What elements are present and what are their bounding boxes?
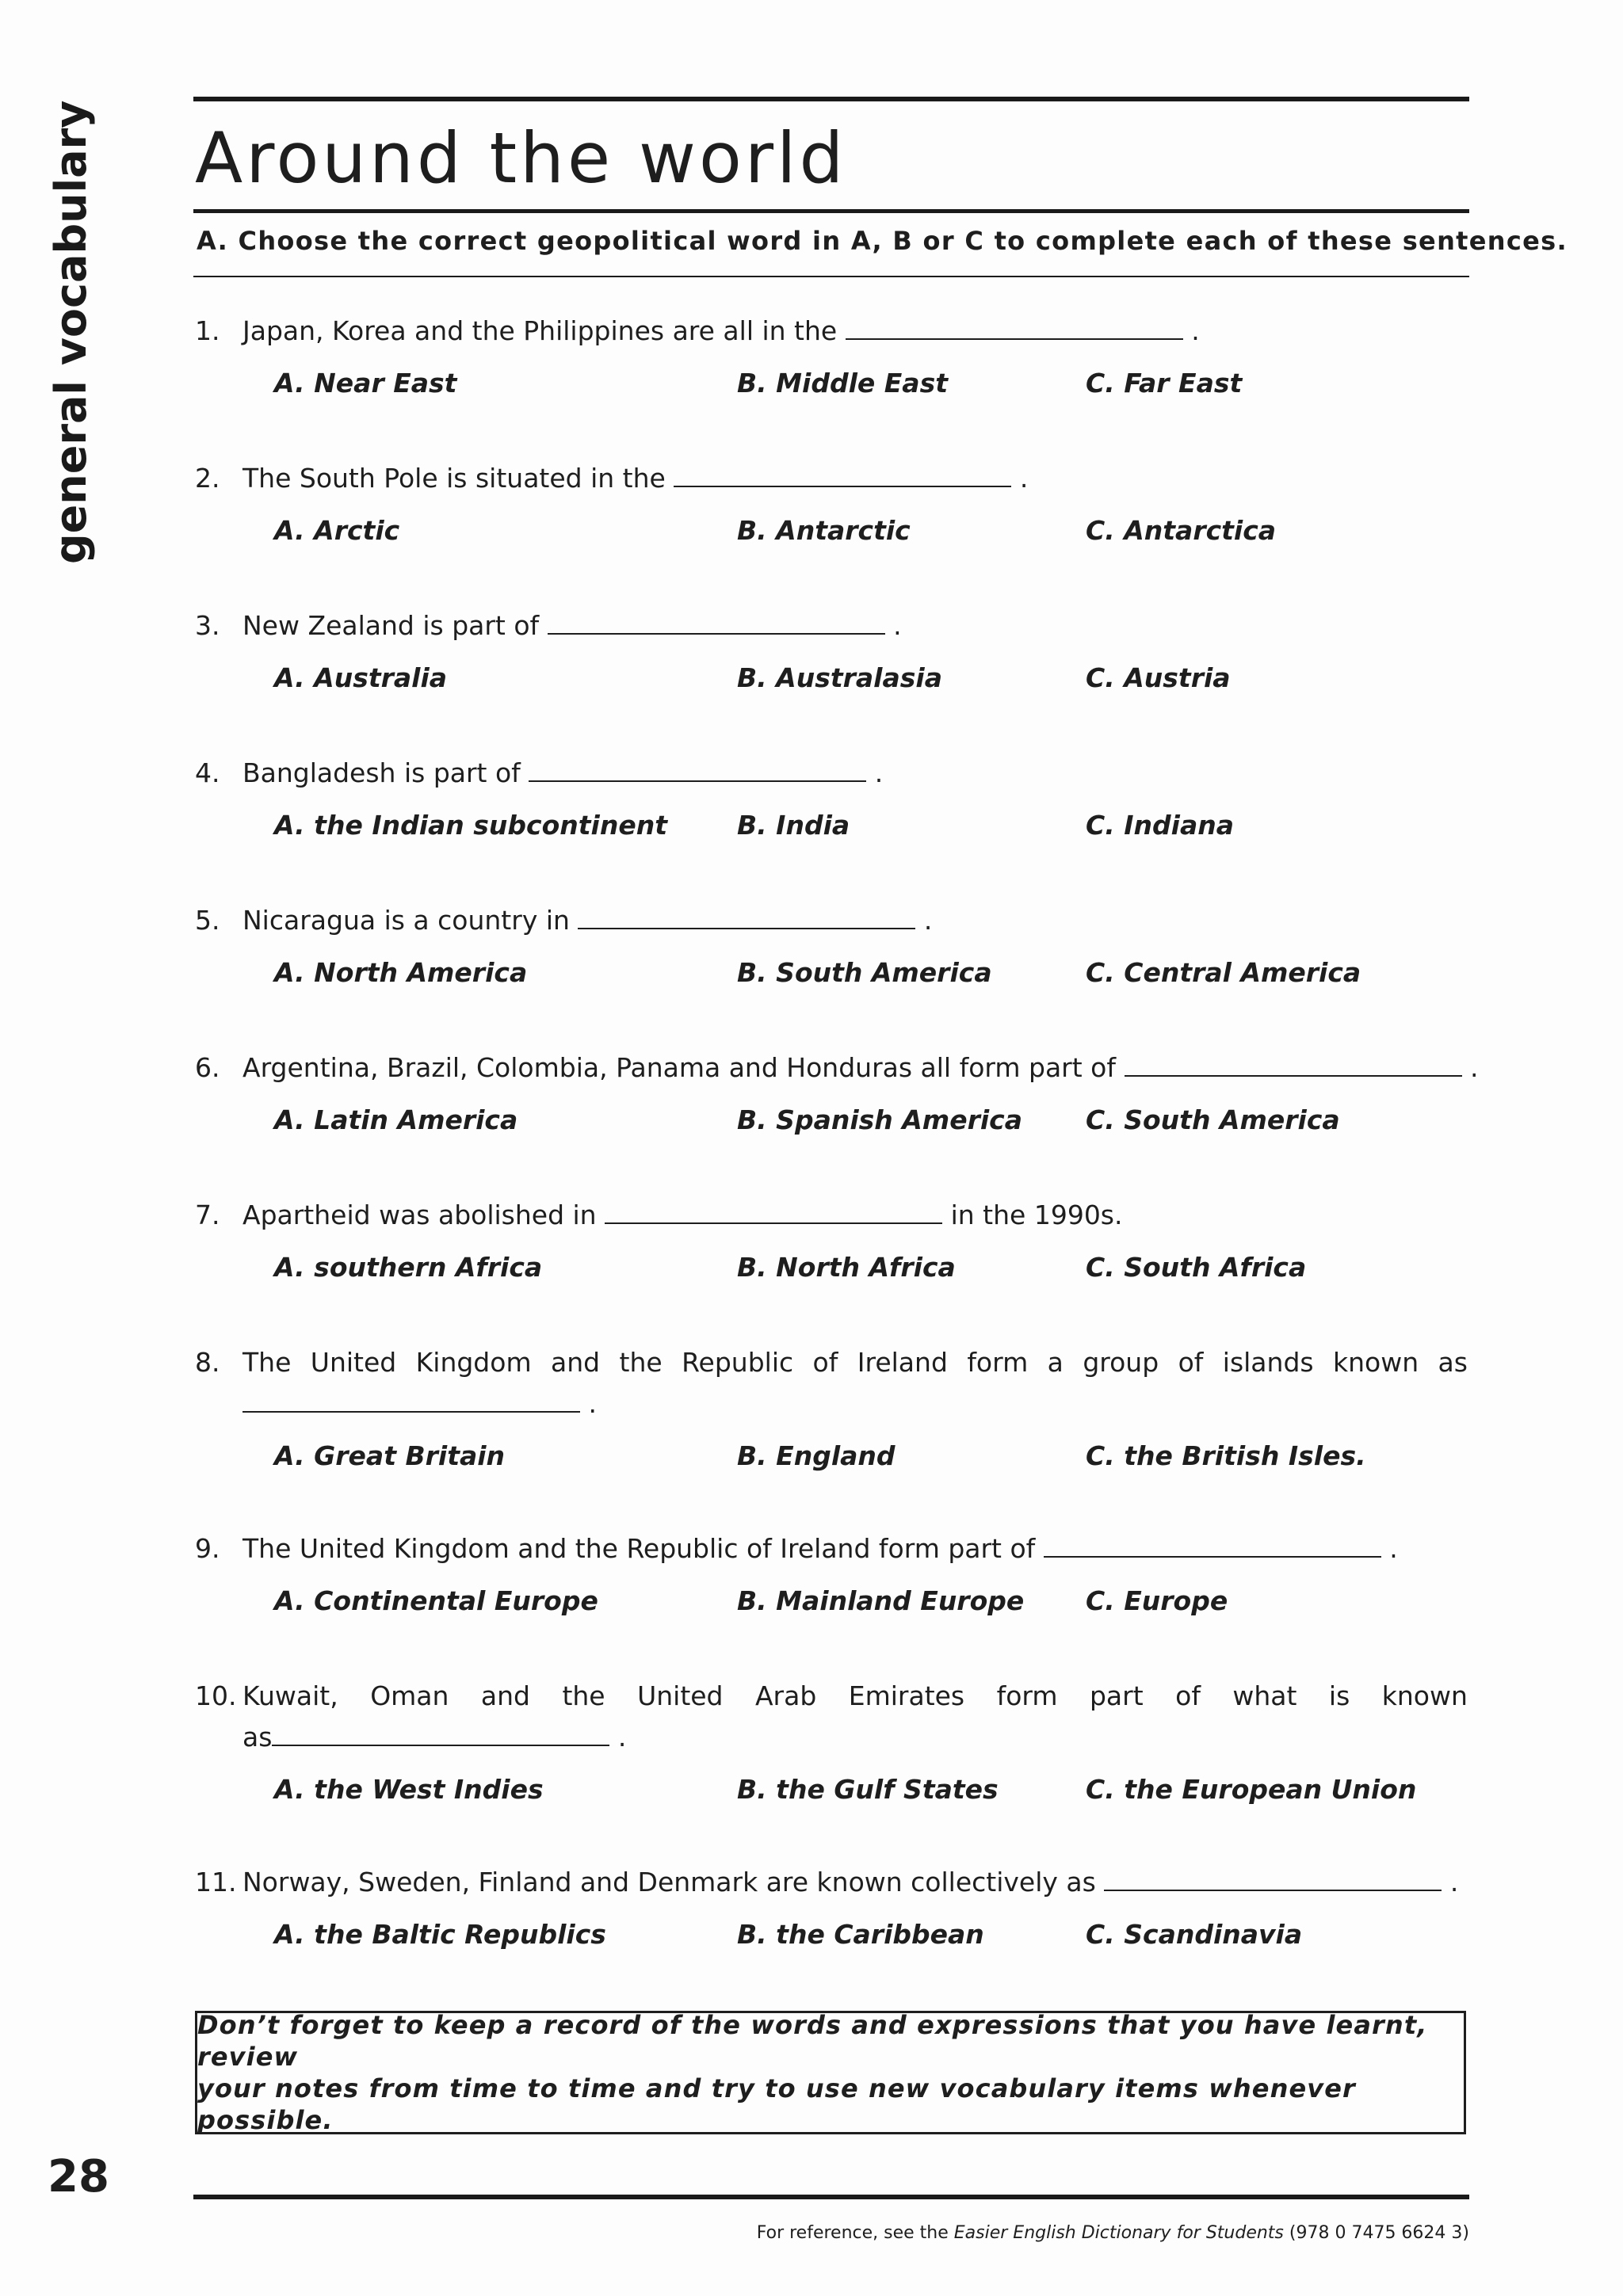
word: islands bbox=[1222, 1347, 1314, 1378]
option-b: B. the Gulf States bbox=[737, 1774, 999, 1805]
option-c: C. Scandinavia bbox=[1086, 1919, 1303, 1950]
question-7 bbox=[195, 1195, 1468, 1288]
word: and bbox=[480, 1680, 530, 1711]
question-number: 4. bbox=[195, 757, 220, 788]
question-4 bbox=[195, 753, 1468, 846]
option-a: A. Australia bbox=[274, 662, 448, 693]
study-tip-box bbox=[195, 2011, 1466, 2134]
word: United bbox=[310, 1347, 397, 1378]
word: is bbox=[1328, 1680, 1350, 1711]
word: of bbox=[812, 1347, 838, 1378]
answer-options bbox=[195, 952, 1468, 994]
option-a: A. the West Indies bbox=[274, 1774, 544, 1805]
answer-blank bbox=[578, 901, 915, 929]
answer-blank bbox=[548, 606, 885, 635]
answer-blank bbox=[529, 753, 866, 782]
question-end: . bbox=[1191, 315, 1200, 346]
question-end: . bbox=[1470, 1052, 1479, 1083]
question-text bbox=[195, 1528, 1468, 1569]
option-a: A. Arctic bbox=[274, 515, 400, 546]
question-stem: Bangladesh is part of bbox=[242, 757, 521, 788]
word: Arab bbox=[754, 1680, 817, 1711]
option-a: A. southern Africa bbox=[274, 1252, 543, 1283]
word: as bbox=[1438, 1347, 1468, 1378]
option-b: B. South America bbox=[737, 957, 992, 988]
answer-blank bbox=[1104, 1863, 1442, 1891]
study-tip-line-2: your notes from time to time and try to use new vocabulary items whenever possible. bbox=[197, 2073, 1356, 2135]
option-c: C. South Africa bbox=[1086, 1252, 1307, 1283]
question-text bbox=[195, 1676, 1468, 1717]
question-stem: Nicaragua is a country in bbox=[242, 905, 570, 936]
answer-blank bbox=[242, 1384, 580, 1413]
top-rule bbox=[193, 97, 1469, 101]
question-end: . bbox=[1449, 1867, 1459, 1897]
question-end: . bbox=[1019, 463, 1029, 494]
question-stem: The United Kingdom and the Republic of Ireland form part of bbox=[242, 1533, 1036, 1564]
question-stem: The South Pole is situated in the bbox=[242, 463, 666, 494]
option-b: B. India bbox=[737, 810, 850, 841]
question-number: 10. bbox=[195, 1680, 237, 1711]
answer-options bbox=[195, 1436, 1468, 1477]
question-number: 5. bbox=[195, 905, 220, 936]
question-end: . bbox=[874, 757, 884, 788]
option-a: A. Continental Europe bbox=[274, 1585, 598, 1616]
option-b: B. England bbox=[737, 1440, 896, 1471]
option-a: A. Great Britain bbox=[274, 1440, 506, 1471]
option-a: A. the Baltic Republics bbox=[274, 1919, 606, 1950]
question-1 bbox=[195, 311, 1468, 404]
question-text bbox=[195, 1342, 1468, 1383]
question-3 bbox=[195, 605, 1468, 699]
option-a: A. Near East bbox=[274, 368, 457, 399]
word: what bbox=[1232, 1680, 1297, 1711]
option-c: C. the British Isles. bbox=[1086, 1440, 1366, 1471]
question-end: . bbox=[893, 610, 902, 641]
option-a: A. Latin America bbox=[274, 1104, 518, 1135]
question-number: 7. bbox=[195, 1199, 220, 1230]
question-8 bbox=[195, 1342, 1468, 1477]
answer-blank bbox=[846, 311, 1183, 340]
answer-blank bbox=[1044, 1529, 1381, 1558]
answer-options bbox=[195, 510, 1468, 551]
exercise-instruction: A. Choose the correct geopolitical word in A, B or C to complete each of these sentences. bbox=[197, 226, 1568, 256]
word: form bbox=[967, 1347, 1029, 1378]
page-number: 28 bbox=[48, 2151, 109, 2203]
page-title: Around the world bbox=[195, 117, 847, 199]
study-tip-line-1: Don’t forget to keep a record of the words and expressions that you have learnt, review bbox=[197, 2010, 1428, 2072]
question-number: 11. bbox=[195, 1867, 237, 1897]
answer-blank bbox=[272, 1718, 609, 1746]
question-end: in the 1990s. bbox=[950, 1199, 1123, 1230]
option-c: C. Indiana bbox=[1086, 810, 1234, 841]
question-5 bbox=[195, 900, 1468, 994]
word: Ireland bbox=[857, 1347, 948, 1378]
option-c: C. Central America bbox=[1086, 957, 1361, 988]
question-text bbox=[195, 1195, 1468, 1236]
word: the bbox=[562, 1680, 605, 1711]
option-b: B. North Africa bbox=[737, 1252, 956, 1283]
option-b: B. the Caribbean bbox=[737, 1919, 984, 1950]
question-first-word bbox=[195, 1676, 338, 1717]
question-stem: Norway, Sweden, Finland and Denmark are known collectively as bbox=[242, 1867, 1096, 1897]
answer-options bbox=[195, 363, 1468, 404]
question-text-continued bbox=[195, 1717, 1468, 1758]
question-text bbox=[195, 458, 1468, 499]
option-a: A. the Indian subcontinent bbox=[274, 810, 667, 841]
word: Oman bbox=[370, 1680, 449, 1711]
answer-options bbox=[195, 1581, 1468, 1622]
option-c: C. Antarctica bbox=[1086, 515, 1277, 546]
bottom-rule bbox=[193, 2195, 1469, 2199]
answer-blank bbox=[1125, 1048, 1462, 1077]
word: United bbox=[637, 1680, 724, 1711]
question-text bbox=[195, 1862, 1468, 1903]
word: form bbox=[996, 1680, 1058, 1711]
word: part bbox=[1089, 1680, 1144, 1711]
option-c: C. Far East bbox=[1086, 368, 1243, 399]
option-b: B. Australasia bbox=[737, 662, 942, 693]
question-stem: Argentina, Brazil, Colombia, Panama and Honduras all form part of bbox=[242, 1052, 1116, 1083]
question-end: . bbox=[1389, 1533, 1398, 1564]
footer-isbn: (978 0 7475 6624 3) bbox=[1289, 2223, 1469, 2243]
question-number: 1. bbox=[195, 315, 220, 346]
question-number: 6. bbox=[195, 1052, 220, 1083]
word: known bbox=[1381, 1680, 1468, 1711]
question-number: 3. bbox=[195, 610, 220, 641]
word: known bbox=[1333, 1347, 1419, 1378]
option-b: B. Middle East bbox=[737, 368, 948, 399]
question-stem: Japan, Korea and the Philippines are all in the bbox=[242, 315, 838, 346]
title-rule bbox=[193, 209, 1469, 213]
question-text bbox=[195, 311, 1468, 352]
option-c: C. Austria bbox=[1086, 662, 1231, 693]
section-label: general vocabulary bbox=[46, 100, 96, 564]
option-c: C. Europe bbox=[1086, 1585, 1228, 1616]
question-text bbox=[195, 753, 1468, 794]
question-stem: Apartheid was abolished in bbox=[242, 1199, 597, 1230]
word: of bbox=[1178, 1347, 1204, 1378]
question-9 bbox=[195, 1528, 1468, 1622]
question-stem: New Zealand is part of bbox=[242, 610, 540, 641]
reference-footer bbox=[757, 2222, 1469, 2245]
word: Kingdom bbox=[415, 1347, 532, 1378]
question-end: . bbox=[923, 905, 933, 936]
question-first-word bbox=[195, 1342, 291, 1383]
answer-blank bbox=[605, 1196, 942, 1224]
question-10 bbox=[195, 1676, 1468, 1810]
question-2 bbox=[195, 458, 1468, 551]
word: a bbox=[1047, 1347, 1064, 1378]
question-number: 9. bbox=[195, 1533, 220, 1564]
option-b: B. Spanish America bbox=[737, 1104, 1022, 1135]
instruction-rule bbox=[193, 276, 1469, 277]
word: and bbox=[551, 1347, 601, 1378]
question-text bbox=[195, 1047, 1479, 1089]
option-b: B. Antarctic bbox=[737, 515, 911, 546]
option-b: B. Mainland Europe bbox=[737, 1585, 1025, 1616]
word: group bbox=[1083, 1347, 1159, 1378]
question-number: 8. bbox=[195, 1347, 220, 1378]
answer-blank bbox=[674, 459, 1011, 487]
question-text bbox=[195, 605, 1468, 646]
question-11 bbox=[195, 1862, 1468, 1955]
word: as bbox=[242, 1722, 273, 1753]
answer-options bbox=[195, 805, 1468, 846]
option-c: C. South America bbox=[1086, 1104, 1340, 1135]
word: of bbox=[1175, 1680, 1201, 1711]
word: Emirates bbox=[848, 1680, 965, 1711]
question-text bbox=[195, 900, 1468, 941]
footer-prefix: For reference, see the bbox=[756, 2223, 949, 2243]
answer-options bbox=[195, 1247, 1468, 1288]
word: Republic bbox=[682, 1347, 794, 1378]
option-a: A. North America bbox=[274, 957, 528, 988]
word: The bbox=[242, 1347, 292, 1378]
answer-options bbox=[195, 1100, 1468, 1141]
question-end: . bbox=[617, 1722, 627, 1753]
footer-book-title: Easier English Dictionary for Students bbox=[953, 2223, 1284, 2243]
answer-options bbox=[195, 658, 1468, 699]
question-number: 2. bbox=[195, 463, 220, 494]
answer-options bbox=[195, 1914, 1468, 1955]
question-end: . bbox=[588, 1388, 597, 1419]
question-6 bbox=[195, 1047, 1479, 1141]
question-text-continued bbox=[195, 1383, 1468, 1425]
option-c: C. the European Union bbox=[1086, 1774, 1417, 1805]
word: Kuwait, bbox=[242, 1680, 338, 1711]
answer-options bbox=[195, 1769, 1468, 1810]
word: the bbox=[619, 1347, 663, 1378]
